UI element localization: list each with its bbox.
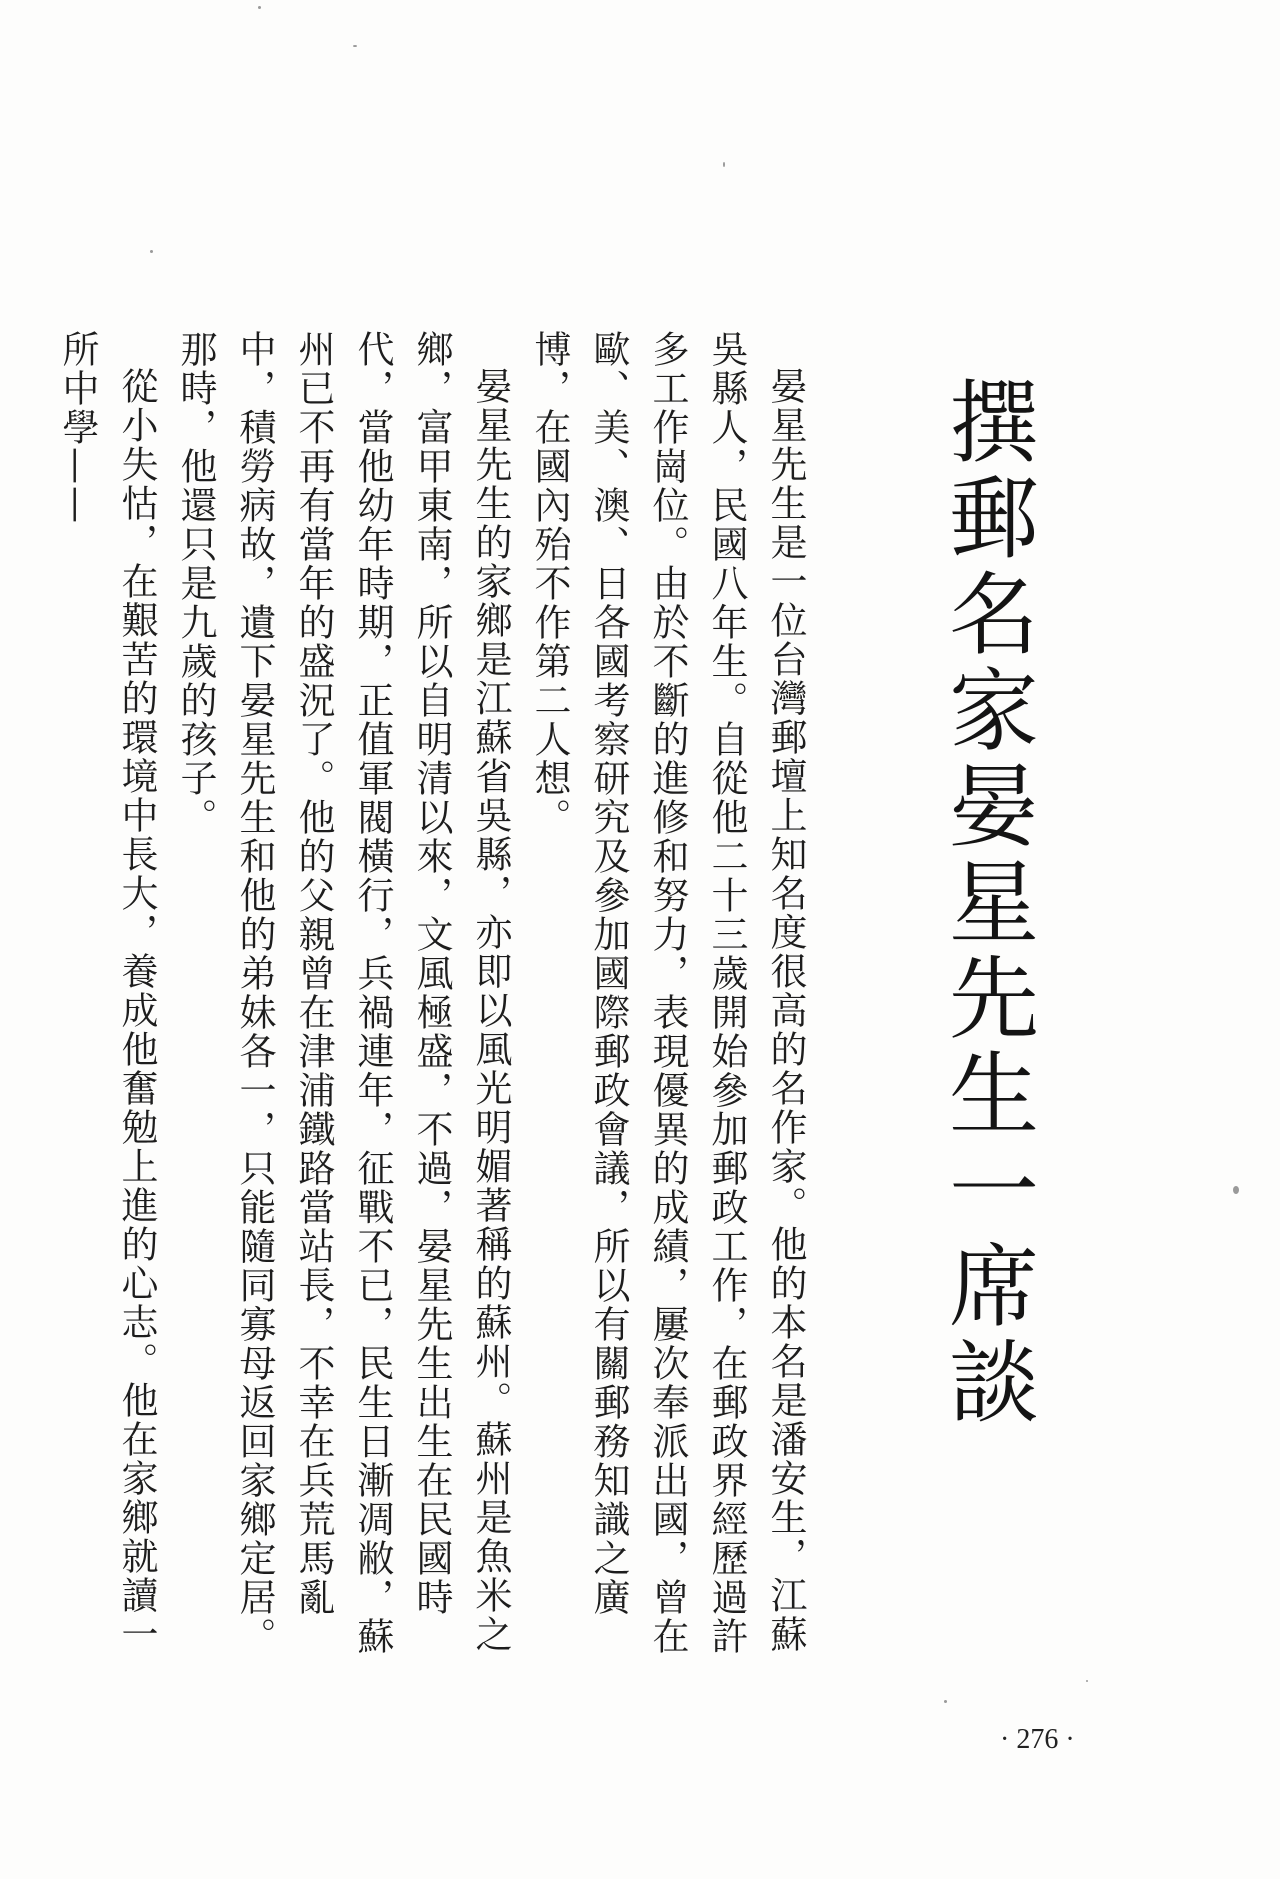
scan-speck xyxy=(1233,1186,1239,1194)
scan-speck xyxy=(944,1700,947,1703)
scan-speck xyxy=(258,6,261,9)
scan-speck xyxy=(353,45,357,47)
scan-speck xyxy=(1086,1680,1088,1682)
scan-speck xyxy=(150,250,153,253)
paragraph-3: 從小失怙，在艱苦的環境中長大，養成他奮勉上進的心志。他在家鄉就讀一所中學—— xyxy=(56,330,158,1654)
scan-speck xyxy=(723,162,725,167)
article-body xyxy=(48,330,815,1670)
paragraph-1: 晏星先生是一位台灣郵壇上知名度很高的名作家。他的本名是潘安生，江蘇吳縣人，民國八年生。自從他二十三歲開始參加郵政工作，在郵政界經歷過許多工作崗位。由於不斷的進修和努力，表現優異的成績，屢次奉派出國，曾在歐、美、澳、日各國考察研究及參加國際郵政會議，所以有關郵務知識之廣博，在國內殆不作第二人想。 xyxy=(528,330,807,1656)
paragraph-2: 晏星先生的家鄉是江蘇省吳縣，亦即以風光明媚著稱的蘇州。蘇州是魚米之鄉，富甲東南，所以自明清以來，文風極盛，不過，晏星先生出生在民國時代，當他幼年時期，正值軍閥橫行，兵禍連年，征戰不已，民生日漸凋敝，蘇州已不再有當年的盛況了。他的父親曾在津浦鐵路當站長，不幸在兵荒馬亂中，積勞病故，遺下晏星先生和他的弟妹各一，只能隨同寡母返回家鄉定居。那時，他還只是九歲的孩子。 xyxy=(174,330,512,1656)
article-title: 撰郵名家晏星先生一席談 xyxy=(933,375,1038,1431)
page-number: · 276 · xyxy=(1000,1724,1075,1755)
